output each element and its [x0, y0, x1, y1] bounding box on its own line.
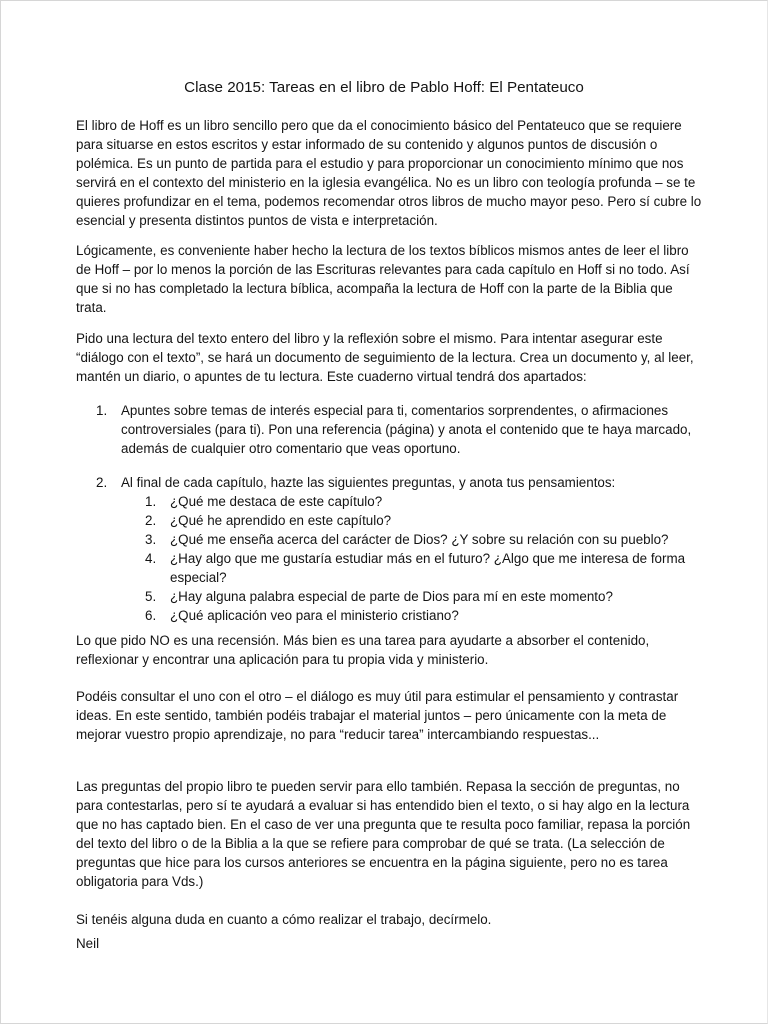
list-item [76, 401, 716, 458]
signature: Neil [76, 936, 100, 951]
intro-paragraph: El libro de Hoff es un libro sencillo pero que da el conocimiento básico del Pentateuco que se requiere para situarse en estos escritos y estar informado de su contenido y algunos puntos de discusión o polémica. Es un punto de partida para el estudio y para proporcionar un conocimiento mínimo que nos servirá en el contexto del ministerio en la iglesia evangélica. No es un libro con teología profunda – se te quieres profundizar en el tema, podemos recomendar otros libros de mucho mayor peso. Pero sí cubre lo esencial y presenta distintos puntos de vista e interpretación. [76, 118, 702, 228]
sublist-container [76, 492, 716, 625]
closing-paragraph: Si tenéis alguna duda en cuanto a cómo realizar el trabajo, decírmelo. [76, 912, 492, 927]
book-questions-paragraph: Las preguntas del propio libro te pueden servir para ello también. Repasa la sección de preguntas, no para contestarlas, pero sí te ayudará a evaluar si has entendido bien el texto, o si hay algo en la lectura que no has captado bien. En el caso de ver una pregunta que te resulta poco familiar, repasa la porción del texto del libro o de la Biblia a la que se refiere para comprobar de qué se trata. (La selección de preguntas que hice para los cursos anteriores se encuentra en la página siguiente, pero no es tarea obligatoria para Vds.) [76, 779, 691, 889]
sublist-item [76, 492, 716, 511]
assignment-paragraph: Pido una lectura del texto entero del libro y la reflexión sobre el mismo. Para intentar asegurar este “diálogo con el texto”, se hará un documento de seguimiento de la lectura. Crea un documento y, al leer, mantén un diario, o apuntes de tu lectura. Este cuaderno virtual tendrá dos apartados: [76, 331, 694, 384]
reading-paragraph: Lógicamente, es conveniente haber hecho la lectura de los textos bíblicos mismos antes de leer el libro de Hoff – por lo menos la porción de las Escrituras relevantes para cada capítulo en Hoff si no todo. Así que si no has completado la lectura bíblica, acompaña la lectura de Hoff con la parte de la Biblia que trata. [76, 243, 690, 315]
sublist-number: 4. [145, 551, 157, 566]
sublist-item-text: ¿Qué he aprendido en este capítulo? [170, 513, 392, 528]
list-number: 2. [96, 475, 108, 490]
list-item [76, 473, 716, 492]
sublist-number: 3. [145, 532, 157, 547]
sublist-item [76, 606, 716, 625]
sublist-item [76, 530, 716, 549]
not-a-review-paragraph: Lo que pido NO es una recensión. Más bien es una tarea para ayudarte a absorber el contenido, reflexionar y encontrar una aplicación para tu propia vida y ministerio. [76, 633, 650, 667]
sublist-number: 1. [145, 494, 157, 509]
sublist-item-text: ¿Hay alguna palabra especial de parte de Dios para mí en este momento? [170, 589, 613, 604]
list-number: 1. [96, 403, 108, 418]
sublist-number: 6. [145, 608, 157, 623]
sublist-item-text: ¿Hay algo que me gustaría estudiar más en el futuro? ¿Algo que me interesa de forma especial? [170, 551, 686, 585]
question-sublist [76, 492, 716, 625]
numbered-list-part-1 [76, 401, 716, 458]
list-item-text: Al final de cada capítulo, hazte las siguientes preguntas, y anota tus pensamientos: [121, 475, 616, 490]
document-title: Clase 2015: Tareas en el libro de Pablo Hoff: El Pentateuco [184, 79, 584, 96]
sublist-number: 2. [145, 513, 157, 528]
list-item-text: Apuntes sobre temas de interés especial para ti, comentarios sorprendentes, o afirmaciones controversiales (para ti). Pon una referencia (página) y anota el contenido que te haya marcado, además de cualquier otro comentario que veas oportuno. [121, 403, 692, 456]
collaboration-paragraph: Podéis consultar el uno con el otro – el diálogo es muy útil para estimular el pensamiento y contrastar ideas. En este sentido, también podéis trabajar el material juntos – pero únicamente con la meta de mejorar vuestro propio aprendizaje, no para “reducir tarea” intercambiando respuestas... [76, 689, 679, 742]
sublist-item-text: ¿Qué me enseña acerca del carácter de Dios? ¿Y sobre su relación con su pueblo? [170, 532, 669, 547]
sublist-item-text: ¿Qué me destaca de este capítulo? [170, 494, 383, 509]
numbered-list-part-2 [76, 473, 716, 625]
sublist-item [76, 587, 716, 606]
sublist-number: 5. [145, 589, 157, 604]
sublist-item-text: ¿Qué aplicación veo para el ministerio cristiano? [170, 608, 459, 623]
sublist-item [76, 511, 716, 530]
sublist-item [76, 549, 716, 587]
